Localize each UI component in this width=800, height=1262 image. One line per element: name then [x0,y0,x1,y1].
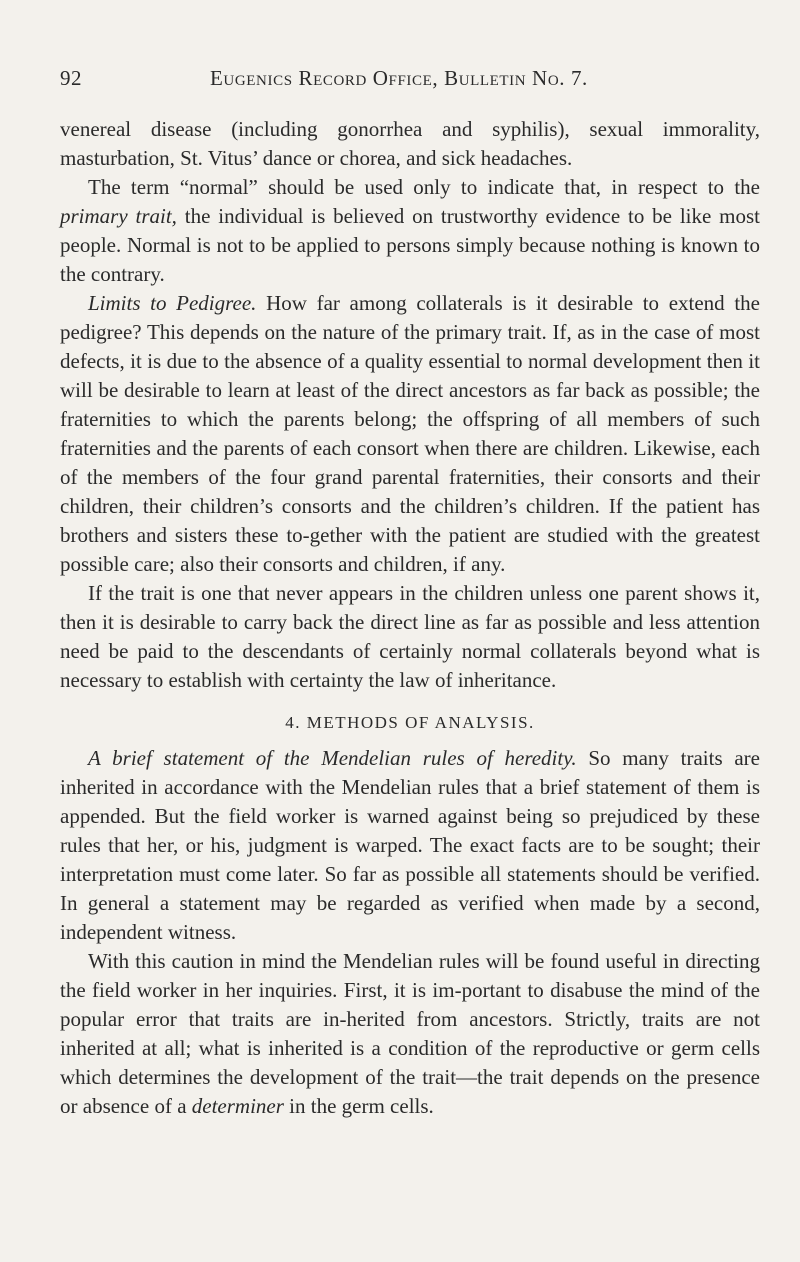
paragraph-text: So many traits are inherited in accordance with the Mendelian rules that a brief statement of them is appended. But the field worker is warned against being so prejudiced by these rules that her, or his, judgment is warped. The exact facts are to be sought; their interpretation must come later. So far as possible all statements should be verified. In general a statement may be regarded as verified when made by a second, independent witness. [60,746,760,944]
paragraph-text: in the germ cells. [283,1094,434,1118]
paragraph-text: venereal disease (including gonorrhea and syphilis), sexual immorality, masturbation, St. Vitus’ dance or chorea, and sick headaches. [60,117,760,170]
paragraph-continued [60,115,760,173]
page-header [60,66,760,102]
paragraph-mendelian-rules [60,744,760,947]
paragraph-direct-line [60,579,760,695]
italic-term: determiner [191,1094,284,1118]
paragraph-caution [60,947,760,1121]
paragraph-text: How far among collaterals is it desirable to extend the pedigree? This depends on the nature of the primary trait. If, as in the case of most defects, it is due to the absence of a quality essential to normal development then it will be desirable to learn at least of the direct ancestors as far back as possible; the fraternities to which the parents belong; the offspring of all members of such fraternities and the parents of each consort when there are children. Likewise, each of the members of the four grand parental fraternities, their consorts and their children, their children’s consorts and the children’s children. If the patient has brothers and sisters these to-gether with the patient are studied with the greatest possible care; also their consorts and children, if any. [60,291,760,576]
body-text [60,115,760,1121]
page-number: 92 [60,66,82,90]
italic-run-in-heading: A brief statement of the Mendelian rules of heredity. [88,746,577,770]
paragraph-text: the individual is believed on trustworthy evidence to be like most people. Normal is not to be applied to persons simply because nothing is known to the contrary. [60,204,761,286]
italic-term: primary trait, [60,204,177,228]
paragraph-text: With this caution in mind the Mendelian rules will be found useful in directing the field worker in her inquiries. First, it is im-portant to disabuse the mind of the popular error that traits are in-herited from ancestors. Strictly, traits are not inherited at all; what is inherited is a condition of the reproductive or germ cells which determines the development of the trait—the trait depends on the presence or absence of a [60,949,760,1118]
section-heading: 4. METHODS OF ANALYSIS. [285,713,535,732]
paragraph-limits-to-pedigree [60,289,760,579]
paragraph-normal-definition [60,173,760,289]
italic-run-in-heading: Limits to Pedigree. [88,291,257,315]
paragraph-text: If the trait is one that never appears in the children unless one parent shows it, then it is desirable to carry back the direct line as far as possible and less attention need be paid to the descendants of certainly normal collaterals beyond what is necessary to establish with certainty the law of inheritance. [60,581,760,692]
paragraph-text: The term “normal” should be used only to indicate that, in respect to the [88,175,760,199]
running-title: Eugenics Record Office, Bulletin No. 7. [210,66,588,90]
